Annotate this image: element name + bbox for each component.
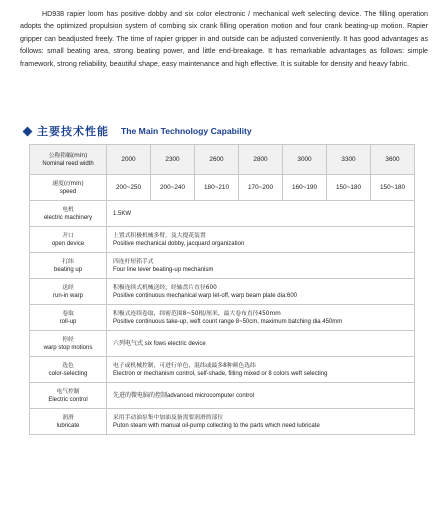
reed-width-value: 3000: [283, 145, 327, 175]
spec-label: [30, 279, 107, 305]
speed-value: 200~240: [151, 175, 195, 201]
label-zh: 速度(r/min): [52, 180, 84, 187]
label-zh: 电气控制: [56, 388, 80, 395]
label-en: color-selecting: [48, 370, 88, 377]
value-en: 六列电气式 six fows electric device: [113, 340, 206, 347]
speed-value: 150~180: [371, 175, 415, 201]
label-en: Nominal reed width: [42, 160, 94, 167]
spec-row-beating-up: [30, 253, 415, 279]
label-en: speed: [59, 188, 77, 195]
spec-value: [107, 357, 415, 383]
value-en: Positive mechanical dobby, jacquard organization: [113, 240, 245, 247]
section-heading-en: The Main Technology Capability: [121, 126, 252, 136]
label-zh: 打纬: [62, 258, 74, 265]
label-en: beating up: [53, 266, 83, 273]
spec-table: [29, 144, 415, 435]
spec-row-open-device: [30, 227, 415, 253]
spec-label: [30, 253, 107, 279]
label-zh: 卷取: [62, 310, 74, 317]
reed-width-value: 3300: [327, 145, 371, 175]
value-en: Puton steam with manual oil-pump collecting to the parts which need lubricate: [113, 422, 320, 429]
label-zh: 选色: [62, 362, 74, 369]
spec-row-roll-up: [30, 305, 415, 331]
value-zh: 积极式连续卷取，纬密范围8~50根/厘米，最大卷布直径450mm: [113, 310, 281, 317]
label-en: Electric control: [48, 396, 88, 403]
spec-label: [30, 305, 107, 331]
reed-width-value: 2300: [151, 145, 195, 175]
spec-row-run-in-warp: [30, 279, 415, 305]
spec-row-color-selecting: [30, 357, 415, 383]
value-en: 1.5KW: [113, 210, 132, 217]
spec-row-warp-stop-motions: [30, 331, 415, 357]
spec-value: [107, 227, 415, 253]
label-en: lubricate: [56, 422, 80, 429]
speed-row: [30, 175, 415, 201]
spec-value: [107, 383, 415, 409]
speed-value: 150~180: [327, 175, 371, 201]
label-en: warp stop motions: [43, 344, 93, 351]
spec-row-electric-control: [30, 383, 415, 409]
value-en: Positive continuous take-up, weft count range 8~50cm, maximum batching dia 450mm: [113, 318, 343, 325]
spec-value: [107, 331, 415, 357]
speed-label: [30, 175, 107, 201]
reed-width-label: [30, 145, 107, 175]
section-heading-zh: 主要技术性能: [37, 125, 109, 138]
label-en: roll-up: [59, 318, 77, 325]
label-zh: 送经: [62, 284, 74, 291]
speed-value: 170~200: [239, 175, 283, 201]
speed-value: 180~210: [195, 175, 239, 201]
value-en: Positive continuous mechanical warp let-off, warp beam plate dia:600: [113, 292, 297, 299]
label-zh: 电机: [62, 206, 74, 213]
spec-label: [30, 409, 107, 435]
spec-value: [107, 201, 415, 227]
section-heading: [24, 123, 252, 139]
label-zh: 停经: [62, 336, 74, 343]
reed-width-value: 3600: [371, 145, 415, 175]
spec-row-electric-machinery: [30, 201, 415, 227]
label-zh: 公称筘幅(min): [48, 152, 88, 159]
label-zh: 开口: [62, 232, 74, 239]
label-en: electric machinery: [43, 214, 93, 221]
diamond-bullet-icon: [23, 126, 33, 136]
spec-label: [30, 357, 107, 383]
intro-paragraph: HD938 rapier loom has positive dobby and six color electronic / mechanical weft selecting device. The filling operation adopts the optimized propulsion system of combing six crank filling operation motion and four crank beating-up motion. Rapier gripper can beadjusted freely. The time of rapier gripper in and outside can be adjusted conveniently. It has good advantages as follows: small beating area, strong beating power, and little end-breakage. It has remarkable advantages as follows: simple framework, strong reliability, beautiful shape, easy maintenance and high effective. It is suitable for density and heavy fabric.: [20, 10, 428, 68]
spec-label: [30, 227, 107, 253]
label-zh: 润滑: [62, 414, 74, 421]
spec-value: [107, 305, 415, 331]
spec-row-lubricate: [30, 409, 415, 435]
value-zh: 积极连续式机械送经，经轴盘片直径600: [113, 284, 217, 291]
spec-value: [107, 279, 415, 305]
spec-value: [107, 253, 415, 279]
spec-value: [107, 409, 415, 435]
speed-value: 160~190: [283, 175, 327, 201]
spec-label: [30, 201, 107, 227]
reed-width-row: [30, 145, 415, 175]
speed-value: 200~250: [107, 175, 151, 201]
value-en: Four line lever beating-up mechanism: [113, 266, 214, 273]
value-zh: 四连杆短筘手式: [113, 258, 154, 265]
reed-width-value: 2000: [107, 145, 151, 175]
value-en: Electron or mechanism control, self-shade, filling mixed or 8 colors weft selecting: [113, 370, 328, 377]
value-zh: 上置式积极机械多臂，及大提花装置: [113, 232, 206, 239]
value-zh: 采用手动油泵集中加油及备需要润滑的部位: [113, 414, 224, 421]
spec-label: [30, 331, 107, 357]
reed-width-value: 2800: [239, 145, 283, 175]
spec-label: [30, 383, 107, 409]
reed-width-value: 2600: [195, 145, 239, 175]
value-en: 先进的微电脑的控制advanced microcomputer control: [113, 392, 255, 399]
value-zh: 电子或机械控制，可进行单色，混纬或最多8种颜色选纬: [113, 362, 256, 369]
label-en: run-in warp: [52, 292, 83, 299]
label-en: open device: [51, 240, 85, 247]
